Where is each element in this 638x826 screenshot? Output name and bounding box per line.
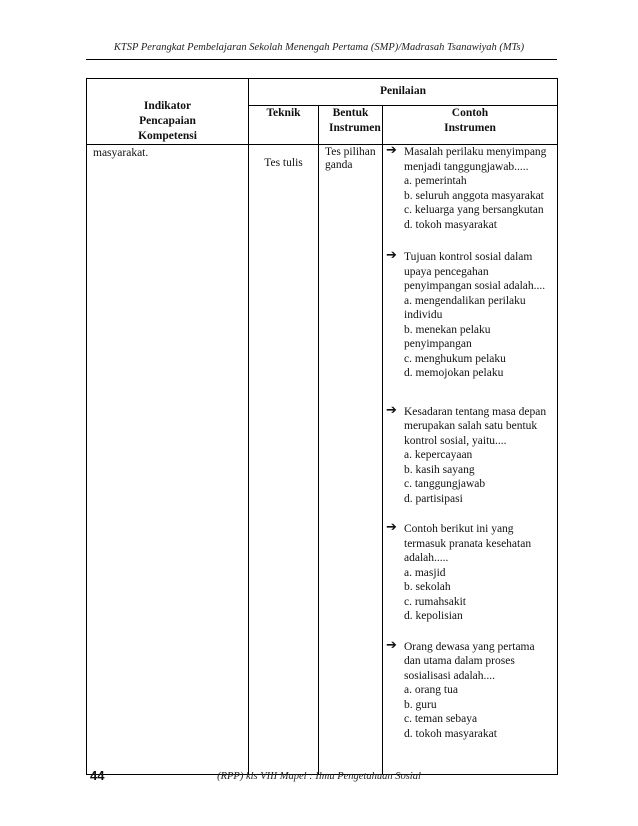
question-text: Kesadaran tentang masa depan merupakan salah satu bentuk kontrol sosial, yaitu.... <box>404 405 547 447</box>
header-rule <box>86 59 557 60</box>
arrow-bullet-icon: ➔ <box>386 248 397 263</box>
teknik-cell: Tes tulis <box>249 145 319 775</box>
answer-option: b. kasih sayang <box>404 463 475 476</box>
teknik-header: Teknik <box>249 105 319 144</box>
question-item <box>386 522 553 624</box>
question-item <box>386 402 553 507</box>
bentuk-header: Bentuk Instrumen <box>319 105 383 144</box>
question-text: Orang dewasa yang pertama dan utama dalam proses sosialisasi adalah.... <box>404 640 535 682</box>
question-text: Contoh berikut ini yang termasuk pranata kesehatan adalah..... <box>404 523 532 564</box>
table-row <box>87 145 558 775</box>
answer-option: b. menekan pelaku penyimpangan <box>404 323 491 350</box>
running-header: KTSP Perangkat Pembelajaran Sekolah Menengah Pertama (SMP)/Madrasah Tsanawiyah (MTs) <box>113 42 525 53</box>
penilaian-header: Penilaian <box>249 79 558 106</box>
answer-option: d. memojokan pelaku <box>404 367 504 379</box>
page-number: 44 <box>90 768 105 783</box>
question-item <box>386 637 553 742</box>
answer-option: c. menghukum pelaku <box>404 352 506 365</box>
answer-option: c. tanggungjawab <box>404 478 486 490</box>
answer-option: b. seluruh anggota masyarakat <box>404 189 544 202</box>
question-list <box>386 145 553 741</box>
answer-option: d. partisipasi <box>404 492 463 505</box>
bentuk-cell: Tes pilihan ganda <box>319 145 383 775</box>
answer-option: a. pemerintah <box>404 175 467 187</box>
running-footer: (RPP) kls VIII Mapel : Ilmu Pengetahuan Sosial <box>217 771 421 782</box>
answer-option: d. tokoh masyarakat <box>404 218 497 231</box>
arrow-bullet-icon: ➔ <box>386 520 397 535</box>
answer-option: c. rumahsakit <box>404 595 466 608</box>
contoh-header: Contoh Instrumen <box>383 105 558 144</box>
answer-option: d. tokoh masyarakat <box>404 727 497 740</box>
question-text: Tujuan kontrol sosial dalam upaya pencegahan penyimpangan sosial adalah.... <box>404 251 546 292</box>
arrow-bullet-icon: ➔ <box>386 143 397 158</box>
question-item <box>386 145 553 232</box>
assessment-table <box>86 78 558 775</box>
answer-option: a. masjid <box>404 566 446 579</box>
answer-option: b. guru <box>404 698 437 711</box>
answer-option: d. kepolisian <box>404 610 463 622</box>
question-text: Masalah perilaku menyimpang menjadi tanggungjawab..... <box>404 146 547 173</box>
answer-option: c. keluarga yang bersangkutan <box>404 204 544 216</box>
contoh-cell <box>383 145 558 775</box>
answer-option: a. orang tua <box>404 684 458 696</box>
question-item <box>386 250 553 381</box>
answer-option: c. teman sebaya <box>404 713 478 725</box>
indikator-cell: masyarakat. <box>87 145 249 775</box>
arrow-bullet-icon: ➔ <box>386 402 397 418</box>
arrow-bullet-icon: ➔ <box>386 637 397 653</box>
indikator-header: Indikator Pencapaian Kompetensi <box>87 79 249 145</box>
answer-option: a. mengendalikan perilaku individu <box>404 294 526 321</box>
answer-option: a. kepercayaan <box>404 449 473 461</box>
answer-option: b. sekolah <box>404 581 451 593</box>
